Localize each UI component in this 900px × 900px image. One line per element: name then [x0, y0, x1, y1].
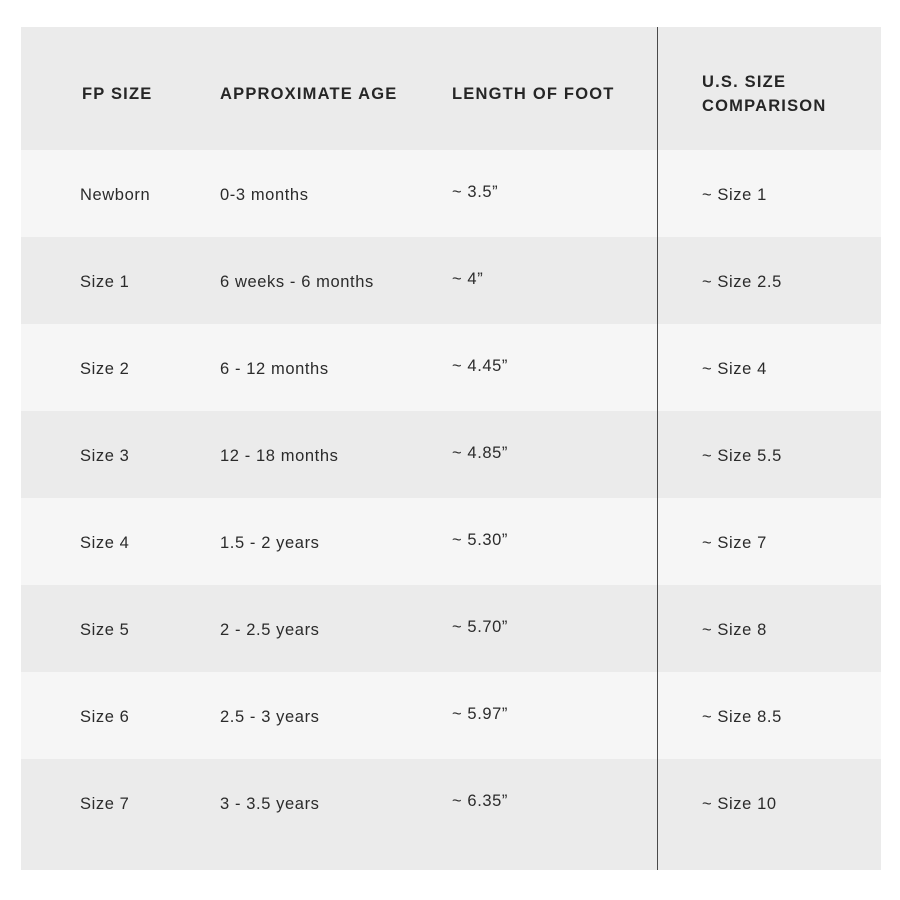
- cell-us-size: ~ Size 5.5: [702, 447, 782, 465]
- header-fp-size: FP SIZE: [82, 85, 153, 103]
- cell-length-of-foot: ~ 5.70”: [452, 618, 509, 636]
- cell-length-of-foot: ~ 3.5”: [452, 183, 499, 201]
- cell-approximate-age: 12 - 18 months: [220, 447, 339, 465]
- cell-fp-size: Size 7: [80, 795, 130, 813]
- cell-us-size: ~ Size 8.5: [702, 708, 782, 726]
- header-us-size-line1: U.S. SIZE: [702, 73, 787, 91]
- cell-length-of-foot: ~ 4.45”: [452, 357, 509, 375]
- table-header: [21, 27, 881, 150]
- cell-approximate-age: 6 - 12 months: [220, 360, 329, 378]
- cell-length-of-foot: ~ 4”: [452, 270, 484, 288]
- table-row: [21, 411, 881, 498]
- cell-fp-size: Size 6: [80, 708, 130, 726]
- cell-length-of-foot: ~ 4.85”: [452, 444, 509, 462]
- cell-length-of-foot: ~ 5.97”: [452, 705, 509, 723]
- table-row: [21, 672, 881, 759]
- table-row: [21, 150, 881, 237]
- cell-us-size: ~ Size 7: [702, 534, 767, 552]
- cell-fp-size: Size 4: [80, 534, 130, 552]
- cell-fp-size: Size 1: [80, 273, 130, 291]
- cell-us-size: ~ Size 10: [702, 795, 777, 813]
- table-row: [21, 237, 881, 324]
- cell-us-size: ~ Size 8: [702, 621, 767, 639]
- table-row: [21, 585, 881, 672]
- header-us-size-line2: COMPARISON: [702, 97, 827, 115]
- cell-fp-size: Size 5: [80, 621, 130, 639]
- header-approximate-age: APPROXIMATE AGE: [220, 85, 398, 103]
- cell-us-size: ~ Size 1: [702, 186, 767, 204]
- cell-length-of-foot: ~ 6.35”: [452, 792, 509, 810]
- header-us-size-comparison: [702, 70, 826, 118]
- cell-fp-size: Newborn: [80, 186, 151, 204]
- cell-length-of-foot: ~ 5.30”: [452, 531, 509, 549]
- cell-approximate-age: 6 weeks - 6 months: [220, 273, 374, 291]
- cell-fp-size: Size 2: [80, 360, 130, 378]
- cell-approximate-age: 2 - 2.5 years: [220, 621, 320, 639]
- cell-approximate-age: 1.5 - 2 years: [220, 534, 320, 552]
- header-length-of-foot: LENGTH OF FOOT: [452, 85, 615, 103]
- cell-approximate-age: 0-3 months: [220, 186, 309, 204]
- cell-fp-size: Size 3: [80, 447, 130, 465]
- cell-approximate-age: 2.5 - 3 years: [220, 708, 320, 726]
- table-row: [21, 759, 881, 870]
- cell-approximate-age: 3 - 3.5 years: [220, 795, 320, 813]
- cell-us-size: ~ Size 2.5: [702, 273, 782, 291]
- column-divider: [657, 27, 658, 870]
- cell-us-size: ~ Size 4: [702, 360, 767, 378]
- size-chart-table: [21, 27, 881, 870]
- table-row: [21, 498, 881, 585]
- table-row: [21, 324, 881, 411]
